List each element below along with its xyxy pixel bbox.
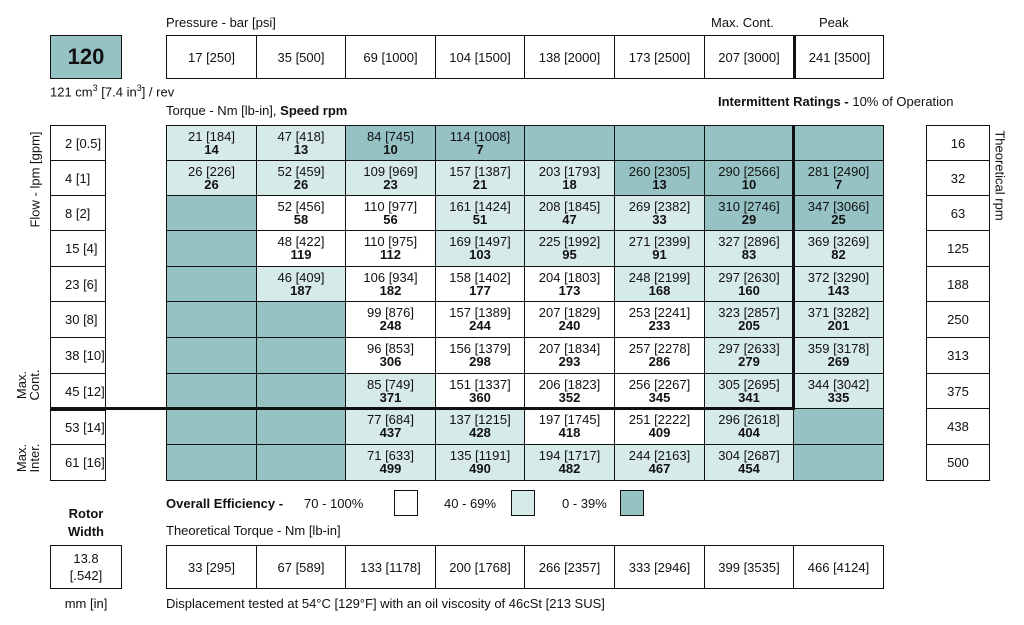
speed-value: 56 [383,212,398,227]
grid-cell [345,337,436,374]
speed-value: 160 [738,283,760,298]
torque-value: 157 [1389] [449,305,511,320]
torque-value: 71 [633] [367,448,414,463]
speed-value: 7 [834,177,843,192]
grid-cell [614,125,705,161]
speed-value: 21 [472,177,488,192]
grid-cell [614,230,705,267]
rpm-cell: 500 [926,444,990,481]
torque-value: 207 [1829] [538,305,601,320]
torque-value: 197 [1745] [538,412,601,427]
grid-cell [345,125,436,161]
speed-value: 437 [379,425,402,440]
theoretical-torque-cell: 333 [2946] [614,545,705,589]
theoretical-torque-cell: 133 [1178] [345,545,436,589]
grid-cell [524,444,615,481]
speed-value: 286 [648,354,671,369]
flow-title: Flow - lpm [gpm] [27,131,43,228]
theoretical-torque-cell: 67 [589] [256,545,346,589]
pressure-cell: 17 [250] [166,35,257,79]
speed-value: 499 [379,461,402,476]
speed-value: 187 [290,283,312,298]
speed-value: 201 [827,318,850,333]
grid-cell [256,301,346,338]
grid-cell [256,337,346,374]
torque-value: 26 [226] [188,164,235,179]
grid-cell [614,160,705,196]
torque-value: 169 [1497] [449,234,511,249]
torque-value: 135 [1191] [449,448,511,463]
grid-cell [704,337,794,374]
grid-cell [704,160,794,196]
torque-value: 106 [934] [363,270,418,285]
legend-title: Overall Efficiency - [166,496,284,511]
speed-value: 279 [738,354,760,369]
speed-value: 240 [558,318,581,333]
max-cont-label: Max. Cont. [711,15,774,30]
grid-cell [166,301,257,338]
grid-cell [704,444,794,481]
theoretical-torque-cell: 33 [295] [166,545,257,589]
torque-value: 305 [2695] [718,377,780,392]
pressure-cell: 69 [1000] [345,35,436,79]
speed-value: 467 [648,461,671,476]
grid-cell [614,195,705,231]
grid-cell [793,230,884,267]
grid-cell [614,337,705,374]
grid-cell [614,301,705,338]
rpm-cell: 188 [926,266,990,302]
grid-cell [435,337,525,374]
torque-value: 52 [456] [277,199,325,214]
grid-cell [166,408,257,445]
grid-cell [345,266,436,302]
speed-value: 182 [379,283,402,298]
grid-cell [793,444,884,481]
rotor-width-label: Rotor Width [68,506,104,539]
max-cont-pressure-line [792,125,795,408]
grid-cell [435,195,525,231]
grid-cell [256,125,346,161]
intermittent-ratings-label: Intermittent Ratings - 10% of Operation [718,94,954,109]
speed-value: 404 [738,425,760,440]
grid-cell [345,230,436,267]
theoretical-torque-title: Theoretical Torque - Nm [lb-in] [166,523,341,538]
flow-cell: 15 [4] [50,230,106,267]
speed-value: 482 [558,461,581,476]
torque-value: 99 [876] [367,305,414,320]
legend-high-label: 70 - 100% [304,496,364,511]
theoretical-torque-cell: 399 [3535] [704,545,794,589]
grid-cell [166,125,257,161]
grid-cell [166,230,257,267]
speed-value: 409 [648,425,671,440]
grid-cell [166,266,257,302]
max-inter-side-label: Max. Inter. [14,443,42,473]
speed-value: 23 [383,177,398,192]
speed-value: 233 [648,318,671,333]
grid-cell [435,408,525,445]
torque-value: 327 [2896] [718,234,780,249]
torque-value: 260 [2305] [628,164,691,179]
flow-cell: 30 [8] [50,301,106,338]
rpm-cell: 438 [926,408,990,445]
grid-cell [524,195,615,231]
speed-value: 205 [738,318,760,333]
torque-value: 84 [745] [367,129,414,144]
rpm-cell: 250 [926,301,990,338]
torque-speed-label: Torque - Nm [lb-in], Speed rpm [166,103,348,118]
torque-value: 253 [2241] [628,305,691,320]
grid-cell [345,195,436,231]
speed-value: 119 [290,247,312,262]
torque-value: 47 [418] [277,129,325,144]
torque-value: 296 [2618] [718,412,780,427]
torque-value: 244 [2163] [628,448,691,463]
torque-value: 347 [3066] [807,199,870,214]
pressure-title: Pressure - bar [psi] [166,15,276,30]
rotor-unit: mm [in] [64,596,108,611]
legend-high-swatch [394,490,418,516]
grid-cell [256,195,346,231]
footnote: Displacement tested at 54°C [129°F] with an oil viscosity of 46cSt [213 SUS] [166,596,605,611]
speed-value: 244 [469,318,491,333]
model-number: 120 [67,44,105,69]
torque-value: 46 [409] [277,270,325,285]
theoretical-torque-cell: 466 [4124] [793,545,884,589]
flow-cell: 53 [14] [50,408,106,445]
grid-cell [256,373,346,409]
speed-value: 248 [379,318,402,333]
grid-cell [704,230,794,267]
grid-cell [435,125,525,161]
max-cont-flow-line [50,407,795,410]
rpm-cell: 16 [926,125,990,161]
grid-cell [524,125,615,161]
grid-cell [614,266,705,302]
speed-value: 168 [648,283,671,298]
grid-cell [793,408,884,445]
grid-cell [435,373,525,409]
speed-value: 7 [476,142,484,157]
torque-value: 297 [2633] [718,341,780,356]
grid-cell [256,444,346,481]
legend-mid-swatch [511,490,535,516]
grid-cell [256,160,346,196]
pressure-cell: 35 [500] [256,35,346,79]
grid-cell [345,408,436,445]
torque-value: 77 [684] [367,412,414,427]
model-box [50,35,122,79]
torque-value: 110 [977] [363,199,418,214]
grid-cell [524,301,615,338]
legend-low-swatch [620,490,644,516]
rotor-width-box: 13.8 [.542] [50,545,122,589]
grid-cell [256,230,346,267]
torque-value: 310 [2746] [718,199,780,214]
grid-cell [524,337,615,374]
torque-value: 304 [2687] [718,448,780,463]
speed-value: 306 [379,354,402,369]
speed-value: 13 [652,177,667,192]
flow-cell: 2 [0.5] [50,125,106,161]
grid-cell [256,266,346,302]
speed-value: 177 [469,283,491,298]
legend-low-label: 0 - 39% [562,496,607,511]
torque-value: 21 [184] [188,129,235,144]
speed-value: 418 [558,425,581,440]
speed-value: 335 [827,390,850,405]
grid-cell [345,301,436,338]
grid-cell [704,266,794,302]
grid-cell [704,408,794,445]
grid-cell [345,373,436,409]
torque-value: 204 [1803] [538,270,601,285]
speed-value: 341 [738,390,760,405]
torque-value: 271 [2399] [628,234,691,249]
pressure-cell: 173 [2500] [614,35,705,79]
torque-value: 290 [2566] [718,164,780,179]
torque-value: 109 [969] [363,164,418,179]
torque-value: 158 [1402] [449,270,511,285]
grid-cell [166,444,257,481]
speed-value: 58 [293,212,309,227]
speed-value: 428 [469,425,491,440]
grid-cell [166,195,257,231]
theoretical-torque-cell: 266 [2357] [524,545,615,589]
speed-value: 454 [738,461,760,476]
grid-cell [614,444,705,481]
torque-value: 194 [1717] [538,448,601,463]
speed-value: 345 [648,390,671,405]
grid-cell [704,195,794,231]
speed-value: 269 [827,354,850,369]
flow-cell: 61 [16] [50,444,106,481]
speed-value: 91 [652,247,667,262]
grid-cell [793,125,884,161]
speed-value: 371 [379,390,402,405]
theoretical-rpm-title: Theoretical rpm [992,130,1008,221]
grid-cell [524,266,615,302]
torque-value: 257 [2278] [628,341,691,356]
grid-cell [435,266,525,302]
grid-cell [614,373,705,409]
grid-cell [704,373,794,409]
speed-value: 360 [469,390,491,405]
speed-value: 490 [469,461,491,476]
peak-label: Peak [819,15,849,30]
grid-cell [524,230,615,267]
rpm-cell: 125 [926,230,990,267]
grid-cell [793,160,884,196]
torque-value: 371 [3282] [807,305,870,320]
max-cont-side-label: Max. Cont. [14,369,42,401]
pressure-cell: 138 [2000] [524,35,615,79]
speed-value: 51 [472,212,488,227]
torque-value: 157 [1387] [449,164,511,179]
grid-cell [524,373,615,409]
legend-mid-label: 40 - 69% [444,496,497,511]
torque-value: 344 [3042] [807,377,870,392]
grid-cell [793,373,884,409]
speed-value: 173 [558,283,581,298]
torque-value: 110 [975] [363,234,418,249]
flow-cell: 23 [6] [50,266,106,302]
grid-cell [256,408,346,445]
speed-value: 103 [469,247,491,262]
torque-value: 281 [2490] [807,164,870,179]
torque-value: 207 [1834] [538,341,601,356]
rpm-cell: 375 [926,373,990,409]
flow-cell: 4 [1] [50,160,106,196]
speed-value: 82 [831,247,846,262]
torque-value: 359 [3178] [807,341,870,356]
torque-value: 323 [2857] [718,305,780,320]
speed-value: 10 [741,177,757,192]
torque-value: 225 [1992] [538,234,601,249]
torque-value: 369 [3269] [807,234,870,249]
torque-value: 52 [459] [277,164,325,179]
speed-value: 47 [562,212,577,227]
grid-cell [524,160,615,196]
speed-value: 10 [383,142,398,157]
grid-cell [166,373,257,409]
grid-cell [435,444,525,481]
torque-value: 297 [2630] [718,270,780,285]
pressure-cell: 241 [3500] [793,35,884,79]
speed-value: 29 [741,212,757,227]
grid-cell [435,160,525,196]
grid-cell [435,230,525,267]
torque-value: 151 [1337] [449,377,511,392]
torque-value: 256 [2267] [628,377,691,392]
torque-value: 137 [1215] [449,412,511,427]
speed-value: 352 [558,390,581,405]
rpm-cell: 313 [926,337,990,374]
speed-value: 143 [827,283,850,298]
speed-value: 18 [562,177,577,192]
torque-value: 372 [3290] [807,270,870,285]
torque-value: 269 [2382] [628,199,691,214]
grid-cell [345,444,436,481]
torque-value: 161 [1424] [449,199,511,214]
torque-value: 203 [1793] [538,164,601,179]
speed-value: 293 [558,354,581,369]
speed-value: 13 [293,142,309,157]
flow-cell: 8 [2] [50,195,106,231]
speed-value: 83 [741,247,757,262]
speed-value: 112 [380,247,401,262]
grid-cell [704,301,794,338]
speed-value: 95 [562,247,577,262]
grid-cell [345,160,436,196]
theoretical-torque-cell: 200 [1768] [435,545,525,589]
speed-value: 33 [652,212,667,227]
rpm-cell: 32 [926,160,990,196]
grid-cell [793,266,884,302]
speed-value: 298 [469,354,491,369]
pressure-cell: 207 [3000] [704,35,794,79]
torque-value: 248 [2199] [628,270,691,285]
displacement-label: 121 $cm^3$ [7.4 $in^3$] / rev [50,83,175,100]
speed-value: 26 [293,177,309,192]
grid-cell [524,408,615,445]
grid-cell [793,337,884,374]
grid-cell [704,125,794,161]
torque-value: 85 [749] [367,377,414,392]
grid-cell [166,337,257,374]
grid-cell [435,301,525,338]
rpm-cell: 63 [926,195,990,231]
torque-value: 208 [1845] [538,199,601,214]
torque-value: 206 [1823] [538,377,601,392]
flow-cell: 38 [10] [50,337,106,374]
flow-cell: 45 [12] [50,373,106,409]
grid-cell [166,160,257,196]
speed-value: 25 [831,212,846,227]
torque-value: 96 [853] [367,341,414,356]
torque-value: 48 [422] [277,234,325,249]
torque-value: 251 [2222] [628,412,691,427]
pressure-cell: 104 [1500] [435,35,525,79]
speed-value: 14 [204,142,219,157]
grid-cell [793,301,884,338]
grid-cell [614,408,705,445]
torque-value: 156 [1379] [449,341,511,356]
torque-value: 114 [1008] [449,129,511,144]
speed-value: 26 [204,177,219,192]
grid-cell [793,195,884,231]
